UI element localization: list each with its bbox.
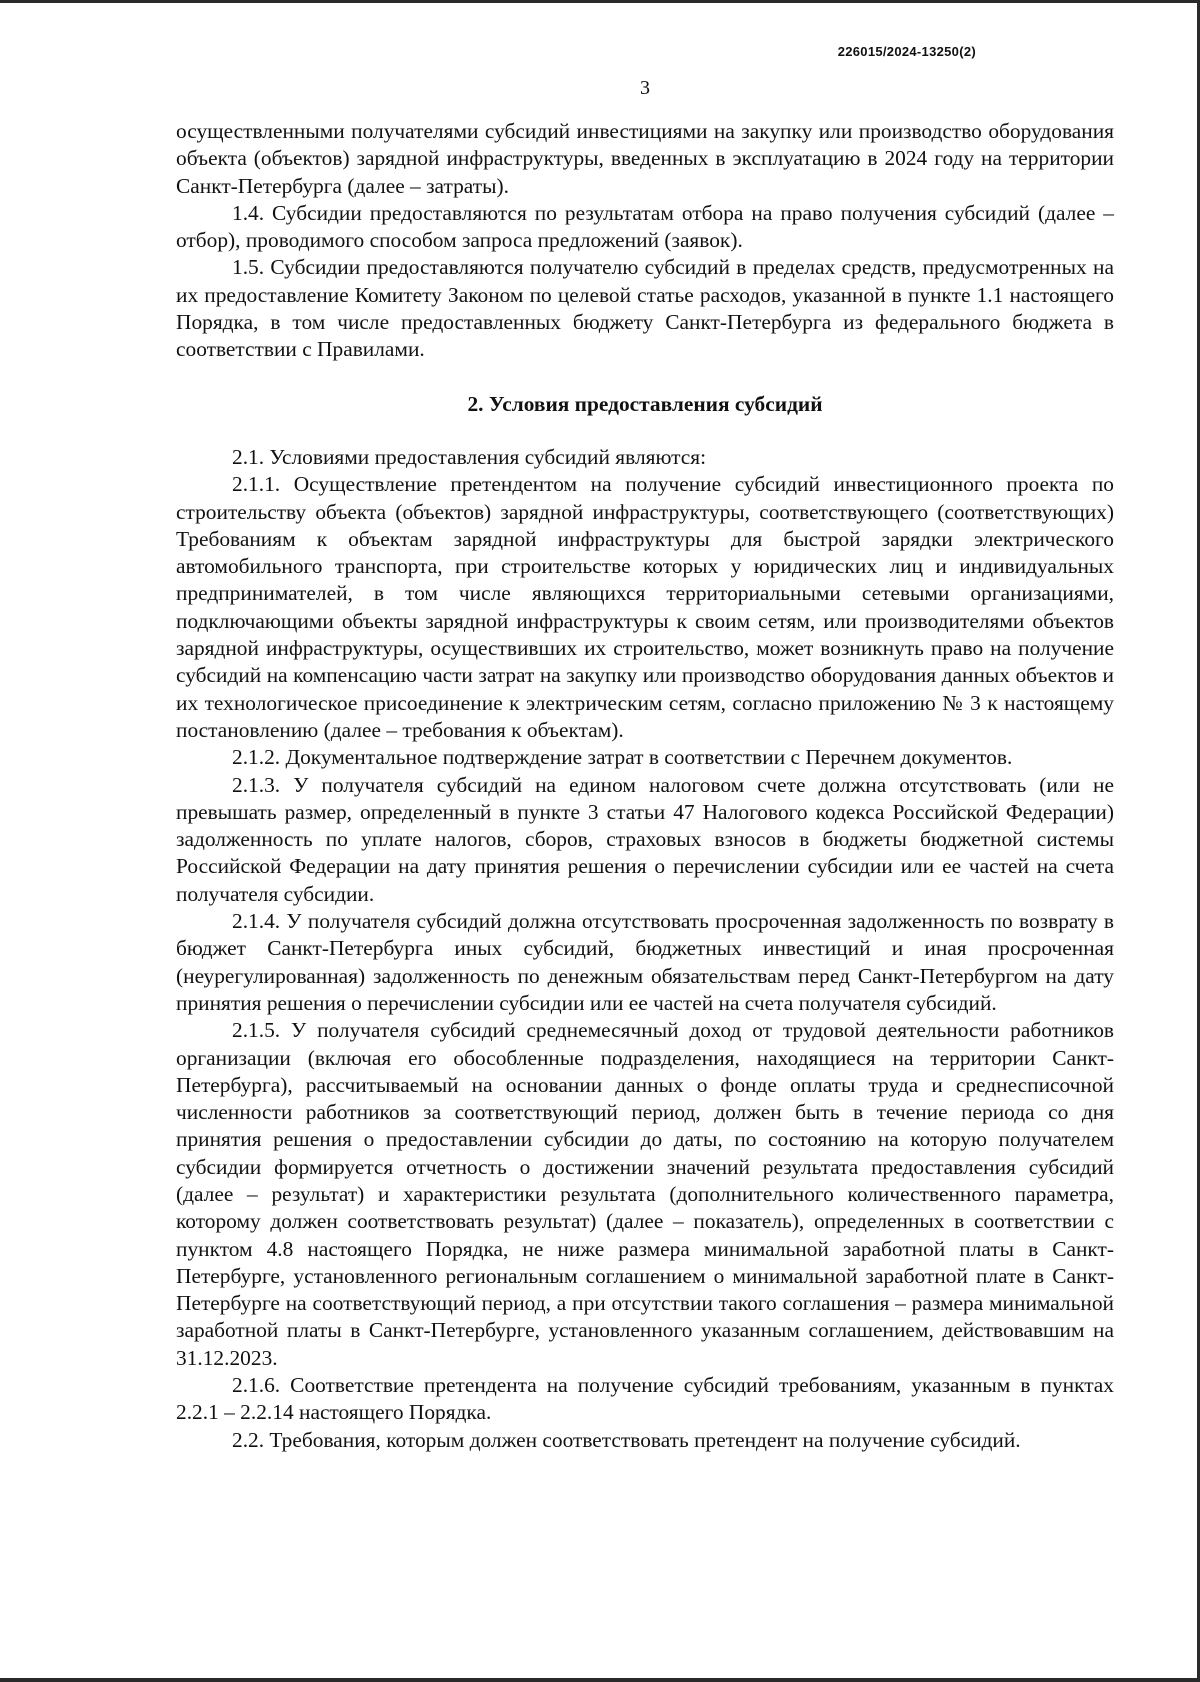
paragraph-2-1-1: 2.1.1. Осуществление претендентом на получение субсидий инвестиционного проекта по строительству объекта (объектов) зарядной инфраструктуры, соответствующего (соответствующих) Требованиям к объектам зарядной инфраструктуры для быстрой зарядки электрического автомобильного транспорта, при строительстве которых у юридических лиц и индивидуальных предпринимателей, в том числе являющихся территориальными сетевыми организациями, подключающими объекты зарядной инфраструктуры к своим сетям, или производителями объектов зарядной инфраструктуры, осуществивших их строительство, может возникнуть право на получение субсидий на компенсацию части затрат на закупку или производство оборудования данных объектов и их технологическое присоединение к электрическим сетям, согласно приложению № 3 к настоящему постановлению (далее – требования к объектам).	[176, 472, 1114, 742]
paragraph-2-1-5: 2.1.5. У получателя субсидий среднемесячный доход от трудовой деятельности работников организации (включая его обособленные подразделения, находящиеся на территории Санкт-Петербурга), рассчитываемый на основании данных о фонде оплаты труда и среднесписочной численности работников за соответствующий период, должен быть в течение периода со дня принятия решения о предоставлении субсидии до даты, по состоянию на которую получателем субсидии формируется отчетность о достижении значений результата предоставления субсидий (далее – результат) и характеристики результата (дополнительного количественного параметра, которому должен соответствовать результат) (далее – показатель), определенных в соответствии с пунктом 4.8 настоящего Порядка, не ниже размера минимальной заработной платы в Санкт-Петербурге, установленного региональным соглашением о минимальной заработной плате в Санкт-Петербурге на соответствующий период, а при отсутствии такого соглашения – размера минимальной заработной платы в Санкт-Петербурге, установленного указанным соглашением, действовавшим на 31.12.2023.	[176, 1018, 1114, 1370]
paragraph-2-1-2: 2.1.2. Документальное подтверждение затрат в соответствии с Перечнем документов.	[232, 745, 1013, 770]
paragraph-1-5: 1.5. Субсидии предоставляются получателю субсидий в пределах средств, предусмотренных на их предоставление Комитету Законом по целевой статье расходов, указанной в пункте 1.1 настоящего Порядка, в том числе предоставленных бюджету Санкт-Петербурга из федерального бюджета в соответствии с Правилами.	[176, 255, 1114, 362]
scan-border-bottom	[0, 1678, 1200, 1682]
document-registration-number: 226015/2024-13250(2)	[837, 44, 976, 59]
page-number: 3	[640, 77, 650, 99]
paragraph-2-2: 2.2. Требования, которым должен соответствовать претендент на получение субсидий.	[232, 1427, 1021, 1452]
document-body	[176, 118, 1114, 1454]
paragraph-continuation: осуществленными получателями субсидий инвестициями на закупку или производство оборудования объекта (объектов) зарядной инфраструктуры, введенных в эксплуатацию в 2024 году на территории Санкт-Петербурга (далее – затраты).	[176, 119, 1114, 198]
scan-border-top	[0, 0, 1200, 3]
section-heading: 2. Условия предоставления субсидий	[467, 391, 823, 416]
paragraph-2-1-3: 2.1.3. У получателя субсидий на едином налоговом счете должна отсутствовать (или не превышать размер, определенный в пункте 3 статьи 47 Налогового кодекса Российской Федерации) задолженность по уплате налогов, сборов, страховых взносов в бюджеты бюджетной системы Российской Федерации на дату принятия решения о перечислении субсидии или ее частей на счета получателя субсидии.	[176, 772, 1114, 906]
paragraph-2-1-6: 2.1.6. Соответствие претендента на получение субсидий требованиям, указанным в пунктах 2.2.1 – 2.2.14 настоящего Порядка.	[176, 1373, 1114, 1425]
paragraph-2-1: 2.1. Условиями предоставления субсидий являются:	[232, 444, 707, 469]
paragraph-2-1-4: 2.1.4. У получателя субсидий должна отсутствовать просроченная задолженность по возврату в бюджет Санкт-Петербурга иных субсидий, бюджетных инвестиций и иная просроченная (неурегулированная) задолженность по денежным обязательствам перед Санкт-Петербургом на дату принятия решения о перечислении субсидии или ее частей на счета получателя субсидий.	[176, 909, 1114, 1015]
paragraph-1-4: 1.4. Субсидии предоставляются по результатам отбора на право получения субсидий (далее – отбор), проводимого способом запроса предложений (заявок).	[176, 200, 1114, 253]
